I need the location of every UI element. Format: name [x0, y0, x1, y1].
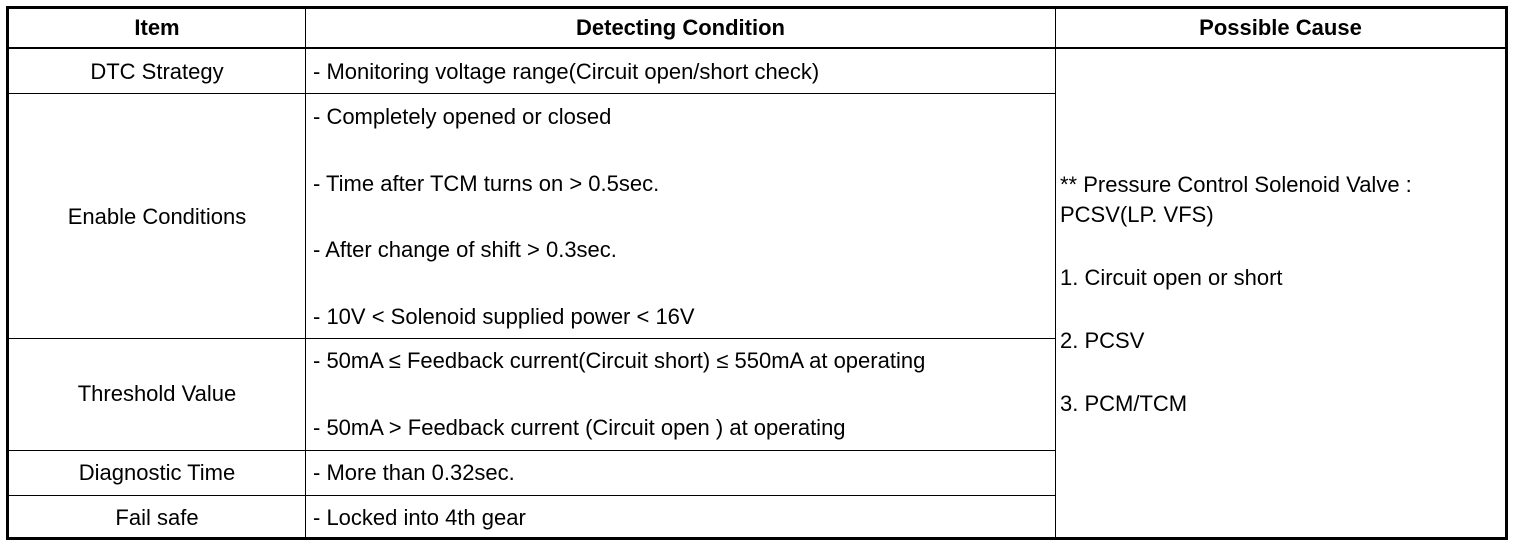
cause-item-2: 2. PCSV	[1060, 328, 1145, 353]
item-fail-safe: Fail safe	[115, 505, 199, 530]
condition-diagnostic-time: - More than 0.32sec.	[313, 460, 515, 485]
condition-enable-3: - After change of shift > 0.3sec.	[313, 237, 617, 262]
cause-item-3: 3. PCM/TCM	[1060, 391, 1188, 416]
row-divider-4	[9, 495, 1055, 496]
item-enable-conditions: Enable Conditions	[67, 204, 247, 229]
condition-fail-safe: - Locked into 4th gear	[313, 505, 526, 530]
row-divider-2	[9, 338, 1055, 339]
cause-title-line-1: ** Pressure Control Solenoid Valve :	[1060, 172, 1412, 197]
header-detecting-condition: Detecting Condition	[576, 15, 785, 40]
header-item: Item	[134, 15, 180, 40]
column-divider-2	[1055, 9, 1056, 537]
condition-enable-4: - 10V < Solenoid supplied power < 16V	[313, 304, 695, 329]
cause-item-1: 1. Circuit open or short	[1060, 265, 1283, 290]
cause-title-line-2: PCSV(LP. VFS)	[1060, 202, 1214, 227]
column-divider-1	[305, 9, 306, 537]
condition-enable-2: - Time after TCM turns on > 0.5sec.	[313, 171, 660, 196]
item-diagnostic-time: Diagnostic Time	[78, 460, 236, 485]
row-divider-3	[9, 450, 1055, 451]
condition-dtc-strategy: - Monitoring voltage range(Circuit open/short check)	[313, 59, 820, 84]
condition-threshold-1: - 50mA ≤ Feedback current(Circuit short) ≤ 550mA at operating	[313, 348, 926, 373]
header-divider	[9, 47, 1505, 49]
header-possible-cause: Possible Cause	[1199, 15, 1362, 40]
possible-cause-cell	[1060, 170, 1500, 419]
row-divider-1	[9, 93, 1055, 94]
condition-threshold-2: - 50mA > Feedback current (Circuit open ) at operating	[313, 415, 846, 440]
item-dtc-strategy: DTC Strategy	[90, 59, 224, 84]
condition-enable-1: - Completely opened or closed	[313, 104, 612, 129]
item-threshold-value: Threshold Value	[77, 381, 237, 406]
